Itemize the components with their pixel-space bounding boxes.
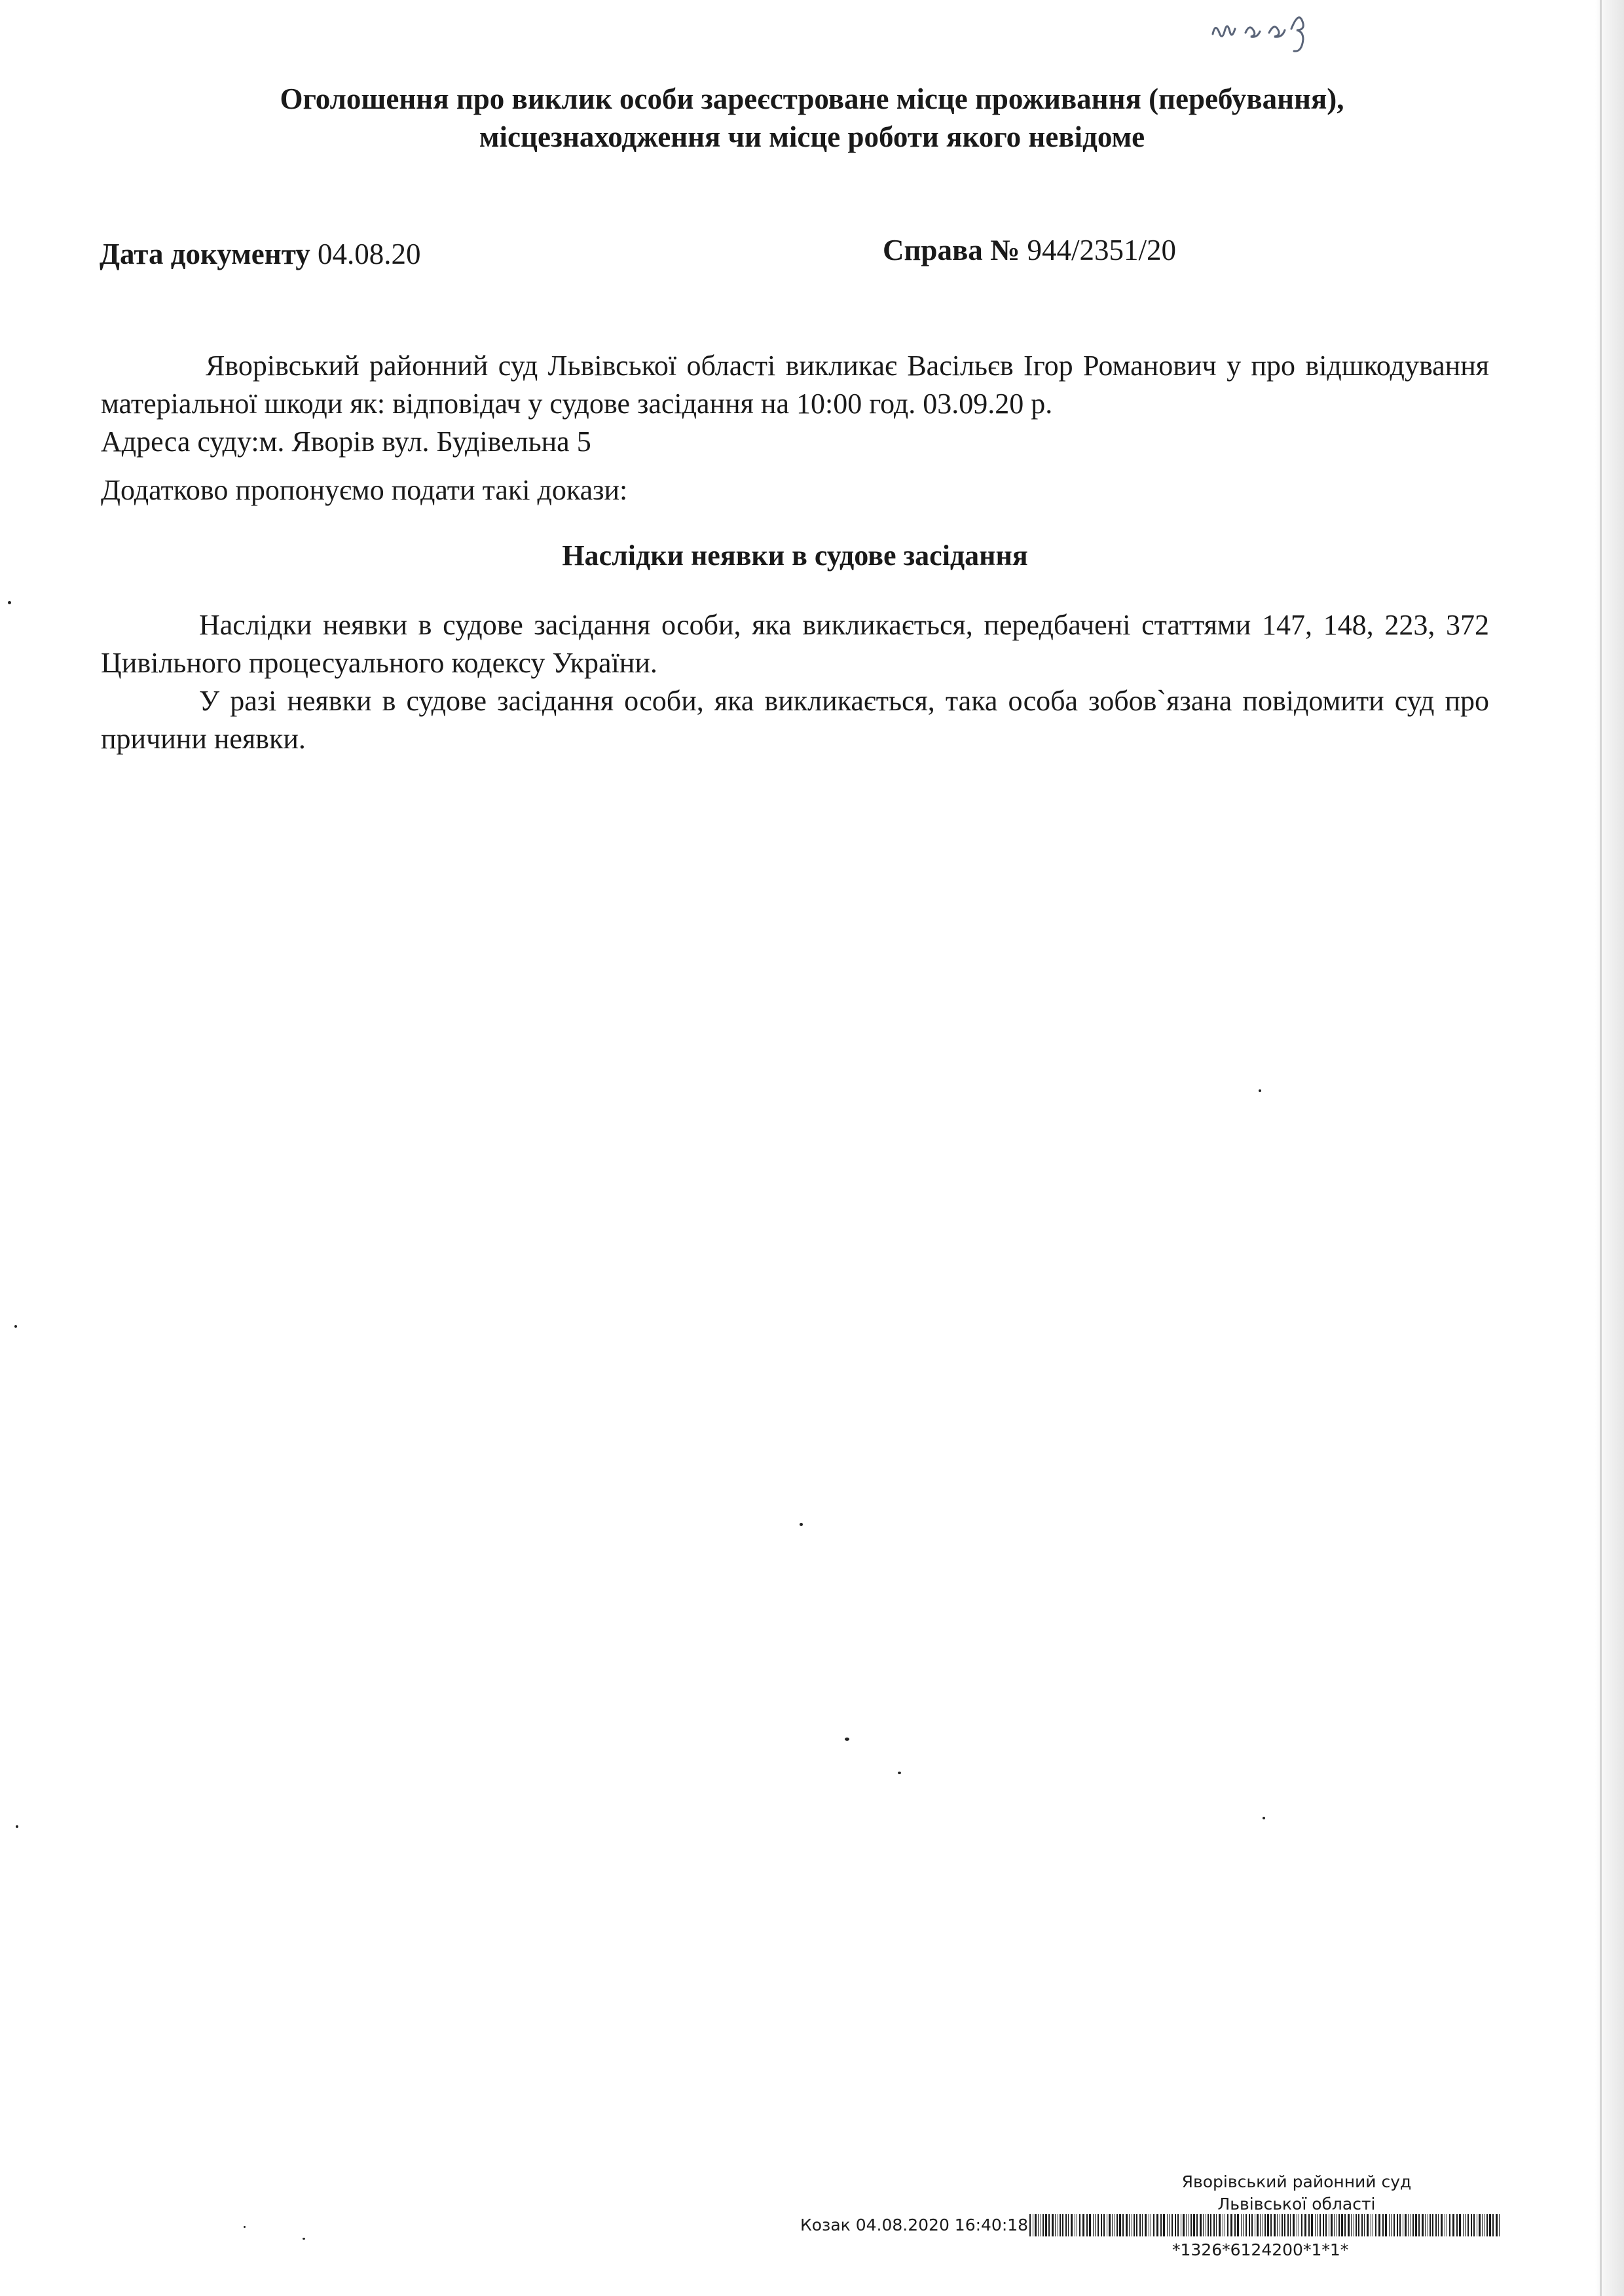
barcode-bar [1060,2214,1061,2236]
barcode-bar [1029,2214,1031,2236]
barcode-bar [1172,2214,1173,2236]
barcode-bar [1456,2214,1458,2236]
barcode-bar [1412,2214,1414,2236]
document-title [92,80,1532,156]
barcode-bar [1153,2214,1154,2236]
consequences-paragraph: Наслідки неявки в судове засідання особи, яка викликається, передбачені статтями 147, 148, 223, 372 Цивільного процесуального кодексу України. [101,609,1489,679]
court-stamp-line-1: Яворівський районний суд [1181,2172,1412,2191]
barcode-bar [1378,2214,1380,2236]
court-stamp [1153,2171,1441,2215]
barcode-bar [1112,2214,1113,2236]
barcode-bar [1459,2214,1461,2236]
scan-speck [8,601,11,604]
barcode-bar [1325,2214,1327,2236]
barcode-bar [1463,2214,1464,2236]
barcode-bar [1045,2214,1047,2236]
scan-speck [898,1772,901,1774]
barcode-bar [1358,2214,1359,2236]
barcode-bar [1367,2214,1369,2236]
barcode-bar [1274,2214,1276,2236]
barcode-bar [1284,2214,1285,2236]
barcode-bar [1344,2214,1346,2236]
scan-speck [800,1523,803,1526]
barcode-bar [1418,2214,1420,2236]
barcode-bar [1145,2214,1147,2236]
barcode-bar [1405,2214,1407,2236]
case-label: Справа № [883,234,1020,266]
barcode-bar [1095,2214,1096,2236]
scan-speck [244,2226,246,2228]
barcode-bar [1496,2214,1498,2236]
barcode-bar [1116,2214,1118,2236]
barcode-bar [1449,2214,1450,2236]
barcode-bar [1249,2214,1250,2236]
barcode-bar [1290,2214,1291,2236]
barcode-bar [1210,2214,1211,2236]
barcode-bar [1473,2214,1475,2236]
barcode-bar [1317,2214,1318,2236]
court-address: Адреса суду:м. Яворів вул. Будівельна 5 [101,426,591,458]
barcode-bar [1134,2214,1135,2236]
barcode-bar [1425,2214,1426,2236]
barcode-bar [1499,2214,1500,2236]
barcode-bar [1331,2214,1333,2236]
barcode-bar [1142,2214,1143,2236]
barcode-bar [1200,2214,1202,2236]
barcode-bar [1467,2214,1469,2236]
barcode-bar [1193,2214,1195,2236]
barcode-bar [1167,2214,1168,2236]
barcode-bar [1361,2214,1363,2236]
clerk-timestamp: Козак 04.08.2020 16:40:18 [800,2215,1029,2234]
barcode-bar [1101,2214,1102,2236]
barcode-bar [1219,2214,1221,2236]
barcode-bar [1227,2214,1228,2236]
barcode-bar [1216,2214,1217,2236]
barcode-bar [1422,2214,1424,2236]
barcode-bar [1093,2214,1094,2236]
document-date [100,237,420,271]
barcode-bar [1408,2214,1409,2236]
barcode-bar [1241,2214,1242,2236]
obligation-paragraph: У разі неявки в судове засідання особи, яка викликається, така особа зобов`язана повідомити суд про причини неявки. [101,685,1489,755]
barcode-bar [1260,2214,1261,2236]
evidence-request: Додатково пропонуємо подати такі докази: [101,474,628,506]
scan-speck [14,1325,17,1328]
barcode-bar [1119,2214,1121,2236]
scan-edge-line [1600,0,1602,2296]
barcode-bar [1492,2214,1494,2236]
barcode-bar [1479,2214,1481,2236]
section-heading: Наслідки неявки в судове засідання [562,539,1028,572]
barcode-bar [1257,2214,1259,2236]
barcode [1029,2214,1504,2236]
barcode-bar [1348,2214,1350,2236]
barcode-bar [1237,2214,1239,2236]
scan-speck [303,2238,305,2240]
barcode-bar [1251,2214,1253,2236]
barcode-bar [1175,2214,1176,2236]
barcode-bar [1230,2214,1232,2236]
barcode-bar [1089,2214,1091,2236]
barcode-bar [1186,2214,1187,2236]
barcode-bar [1287,2214,1289,2236]
title-line-2: місцезнаходження чи місце роботи якого невідоме [479,120,1145,153]
barcode-bar [1071,2214,1073,2236]
court-stamp-line-2: Львівської області [1217,2195,1376,2214]
barcode-bar [1399,2214,1401,2236]
barcode-bar [1109,2214,1111,2236]
barcode-bar [1323,2214,1324,2236]
barcode-bar [1270,2214,1272,2236]
barcode-bar [1356,2214,1357,2236]
barcode-bar [1160,2214,1162,2236]
barcode-bar [1430,2214,1431,2236]
barcode-bar [1375,2214,1376,2236]
scan-speck [845,1738,849,1741]
scan-speck [1263,1817,1265,1819]
barcode-bar [1334,2214,1335,2236]
barcode-bar [1098,2214,1099,2236]
barcode-bar [1277,2214,1278,2236]
barcode-bar [1122,2214,1124,2236]
barcode-number: *1326*6124200*1*1* [1172,2240,1349,2259]
barcode-bar [1489,2214,1491,2236]
barcode-bar [1482,2214,1483,2236]
barcode-bar [1471,2214,1472,2236]
barcode-bar [1177,2214,1179,2236]
barcode-bar [1129,2214,1130,2236]
barcode-bar [1048,2214,1050,2236]
barcode-bar [1103,2214,1105,2236]
case-number [883,233,1176,267]
barcode-bar [1043,2214,1044,2236]
barcode-bar [1163,2214,1165,2236]
barcode-bar [1196,2214,1198,2236]
barcode-bar [1086,2214,1088,2236]
barcode-bar [1308,2214,1310,2236]
barcode-bar [1341,2214,1343,2236]
scan-speck [1259,1089,1261,1092]
barcode-bar [1136,2214,1137,2236]
barcode-bar [1126,2214,1128,2236]
barcode-bar [1062,2214,1063,2236]
scan-speck [16,1825,18,1828]
barcode-bar [1338,2214,1340,2236]
barcode-bar [1486,2214,1488,2236]
barcode-bar [1079,2214,1080,2236]
barcode-bar [1364,2214,1365,2236]
date-value: 04.08.20 [317,238,421,270]
barcode-bar [1435,2214,1437,2236]
barcode-bar [1035,2214,1037,2236]
handwritten-note [1205,3,1323,55]
date-label: Дата документу [100,238,310,270]
barcode-bar [1183,2214,1185,2236]
barcode-bar [1208,2214,1209,2236]
barcode-bar [1301,2214,1302,2236]
barcode-bar [1190,2214,1192,2236]
barcode-bar [1068,2214,1069,2236]
barcode-bar [1213,2214,1215,2236]
barcode-bar [1082,2214,1084,2236]
barcode-bar [1311,2214,1313,2236]
barcode-bar [1052,2214,1054,2236]
barcode-bar [1438,2214,1439,2236]
barcode-bar [1389,2214,1390,2236]
title-line-1: Оголошення про виклик особи зареєстроване місце проживання (перебування), [280,82,1344,115]
barcode-bar [1293,2214,1295,2236]
barcode-bar [1351,2214,1352,2236]
barcode-bar [1243,2214,1244,2236]
barcode-bar [1038,2214,1039,2236]
barcode-bar [1382,2214,1384,2236]
barcode-bar [1441,2214,1443,2236]
summons-paragraph: Яворівський районний суд Львівської області викликає Васільєв Ігор Романович у про відшкодування матеріальної шкоди як: відповідач у судове засідання на 10:00 год. 03.09.20 р. [101,350,1489,420]
barcode-bar [1065,2214,1067,2236]
barcode-bar [1139,2214,1141,2236]
case-value: 944/2351/20 [1027,234,1176,266]
barcode-bar [1055,2214,1056,2236]
barcode-bar [1282,2214,1283,2236]
barcode-bar [1391,2214,1392,2236]
barcode-bar [1267,2214,1269,2236]
barcode-bar [1246,2214,1247,2236]
barcode-bar [1156,2214,1158,2236]
barcode-bar [1234,2214,1236,2236]
barcode-bar [1393,2214,1395,2236]
barcode-bar [1465,2214,1466,2236]
barcode-bar [1264,2214,1266,2236]
barcode-bar [1397,2214,1398,2236]
barcode-bar [1315,2214,1316,2236]
barcode-bar [1304,2214,1306,2236]
barcode-bar [1203,2214,1204,2236]
barcode-bar [1320,2214,1321,2236]
barcode-bar [1415,2214,1417,2236]
barcode-bar [1385,2214,1387,2236]
barcode-bar [1169,2214,1170,2236]
barcode-bar [1452,2214,1454,2236]
barcode-bar [1432,2214,1433,2236]
